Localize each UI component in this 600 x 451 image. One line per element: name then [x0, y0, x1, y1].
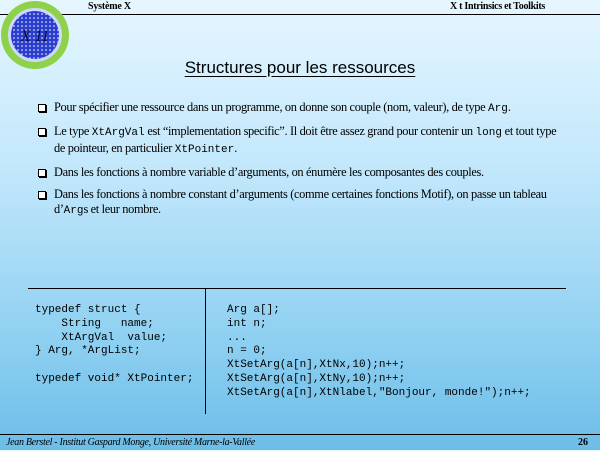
inline-code: XtArgVal: [91, 127, 145, 139]
inline-code: Arg: [63, 205, 84, 217]
header-right-title: X t Intrinsics et Toolkits: [450, 1, 545, 12]
bullet-text: Dans les fonctions à nombre constant d’arguments (comme certaines fonctions Motif), on passe un tableau d’: [54, 187, 547, 216]
bullet-text: .: [507, 100, 511, 114]
bullet-item: [38, 165, 558, 180]
bullet-item: [38, 100, 558, 117]
page-number: 26: [578, 437, 588, 448]
code-block-typedefs: [35, 304, 193, 387]
inline-code: long: [475, 127, 502, 139]
code-line: [35, 359, 193, 373]
page-title: [0, 58, 600, 78]
bullet-text: Dans les fonctions à nombre variable d’arguments, on énumère les composantes des couples.: [54, 165, 484, 179]
slide-footer: [0, 434, 600, 451]
code-block-xtsetarg: [227, 304, 531, 401]
logo-text: X 11: [20, 28, 50, 45]
bullet-text: est “implementation specific”. Il doit être assez grand pour contenir un: [144, 124, 476, 138]
code-line: typedef void* XtPointer;: [35, 372, 194, 385]
code-line: } Arg, *ArgList;: [35, 345, 141, 358]
header-left-title: Système X: [88, 1, 131, 12]
footer-author: Jean Berstel - Institut Gaspard Monge, Université Marne-la-Vallée: [6, 437, 255, 448]
code-line: ...: [227, 331, 247, 344]
code-divider-horizontal: [28, 288, 566, 289]
bullet-text: Pour spécifier une ressource dans un programme, on donne son couple (nom, valeur), de type: [54, 100, 489, 114]
bullet-list: [38, 100, 558, 226]
code-line: String name;: [35, 317, 154, 330]
inline-code: XtPointer: [174, 144, 235, 156]
bullet-text: s et leur nombre.: [83, 202, 161, 216]
code-line: n = 0;: [227, 345, 267, 358]
bullet-square-icon: [38, 169, 46, 177]
slide-header: [0, 0, 600, 15]
bullet-text: Le type: [54, 124, 92, 138]
code-line: XtSetArg(a[n],XtNy,10);n++;: [227, 372, 406, 385]
bullet-item: [38, 187, 558, 219]
code-line: int n;: [227, 317, 267, 330]
bullet-item: [38, 124, 558, 158]
bullet-square-icon: [38, 104, 46, 112]
bullet-text: et tout type de pointeur, en particulier: [54, 124, 557, 155]
code-line: XtSetArg(a[n],XtNx,10);n++;: [227, 359, 406, 372]
inline-code: Arg: [488, 103, 508, 115]
bullet-text: .: [234, 141, 237, 155]
code-line: typedef struct {: [35, 304, 141, 316]
code-line: XtSetArg(a[n],XtNlabel,"Bonjour, monde!");n++;: [227, 386, 531, 399]
bullet-square-icon: [38, 191, 46, 199]
code-line: Arg a[];: [227, 304, 280, 316]
page-title-text: Structures pour les ressources: [184, 58, 416, 77]
code-divider-vertical: [205, 288, 206, 414]
code-line: XtArgVal value;: [35, 331, 168, 344]
bullet-square-icon: [38, 128, 46, 136]
